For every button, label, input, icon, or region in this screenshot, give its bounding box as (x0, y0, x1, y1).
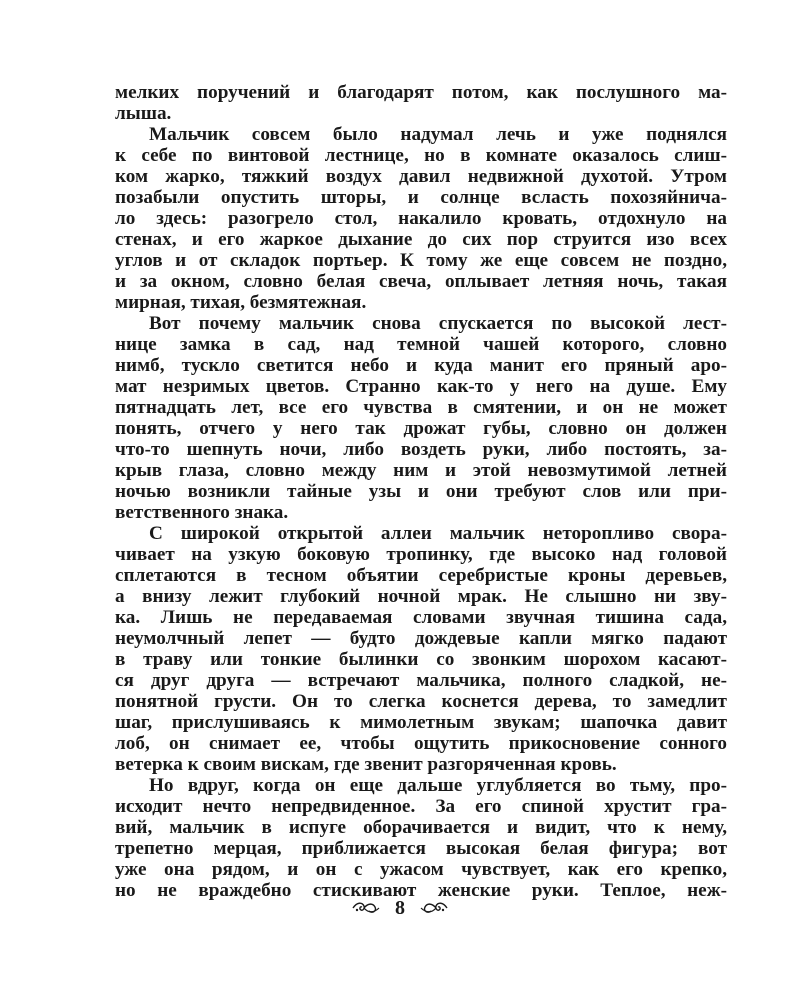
text-line: сплетаются в тесном объятии серебристые кроны деревьев, (115, 565, 727, 586)
text-line: понять, отчего у него так дрожат губы, словно он должен (115, 418, 727, 439)
text-line: ком жарко, тяжкий воздух давил недвижной духотой. Утром (115, 166, 727, 187)
text-line: мелких поручений и благодарят потом, как послушного ма- (115, 82, 727, 103)
text-line: шаг, прислушиваясь к мимолетным звукам; шапочка давит (115, 712, 727, 733)
text-line: вий, мальчик в испуге оборачивается и видит, что к нему, (115, 817, 727, 838)
text-line: неумолчный лепет — будто дождевые капли мягко падают (115, 628, 727, 649)
text-line: мат незримых цветов. Странно как-то у него на душе. Ему (115, 376, 727, 397)
text-line: и за окном, словно белая свеча, оплывает летняя ночь, такая (115, 271, 727, 292)
text-line: но не враждебно стискивают женские руки. Теплое, неж- (115, 880, 727, 901)
text-line: лоб, он снимает ее, чтобы ощутить прикосновение сонного (115, 733, 727, 754)
body-text (115, 82, 727, 901)
text-line: ка. Лишь не передаваемая словами звучная тишина сада, (115, 607, 727, 628)
page-footer (0, 893, 800, 923)
text-line: Мальчик совсем было надумал лечь и уже поднялся (149, 124, 727, 145)
text-line: мирная, тихая, безмятежная. (115, 292, 367, 313)
text-line: ветственного знака. (115, 502, 289, 523)
text-line: позабыли опустить шторы, и солнце всласть похозяйнича- (115, 187, 727, 208)
ornament-right-icon (419, 899, 449, 917)
text-line: С широкой открытой аллеи мальчик неторопливо свора- (149, 523, 727, 544)
text-line: чивает на узкую боковую тропинку, где высоко над головой (115, 544, 727, 565)
text-line: углов и от складок портьер. К тому же еще совсем не поздно, (115, 250, 727, 271)
text-line: Но вдруг, когда он еще дальше углубляется во тьму, про- (149, 775, 727, 796)
text-line: ветерка к своим вискам, где звенит разгоряченная кровь. (115, 754, 617, 775)
page-number: 8 (395, 897, 405, 919)
text-line: ло здесь: разогрело стол, накалило кровать, отдохнуло на (115, 208, 727, 229)
text-line: Вот почему мальчик снова спускается по высокой лест- (149, 313, 727, 334)
text-line: а внизу лежит глубокий ночной мрак. Не слышно ни зву- (115, 586, 727, 607)
text-line: ночью возникли тайные узы и они требуют слов или при- (115, 481, 727, 502)
text-line: что-то шепнуть ночи, либо воздеть руки, либо постоять, за- (115, 439, 727, 460)
text-line: стенах, и его жаркое дыхание до сих пор струится изо всех (115, 229, 727, 250)
text-line: нице замка в сад, над темной чашей которого, словно (115, 334, 727, 355)
text-line: нимб, тускло светится небо и куда манит его пряный аро- (115, 355, 727, 376)
text-line: крыв глаза, словно между ним и этой невозмутимой летней (115, 460, 727, 481)
text-line: лыша. (115, 103, 172, 124)
text-line: исходит нечто непредвиденное. За его спиной хрустит гра- (115, 796, 727, 817)
text-line: уже она рядом, и он с ужасом чувствует, как его крепко, (115, 859, 727, 880)
text-line: к себе по винтовой лестнице, но в комнате оказалось слиш- (115, 145, 727, 166)
text-line: в траву или тонкие былинки со звонким шорохом касают- (115, 649, 727, 670)
text-line: пятнадцать лет, все его чувства в смятении, и он не может (115, 397, 727, 418)
text-line: трепетно мерцая, приближается высокая белая фигура; вот (115, 838, 727, 859)
ornament-left-icon (351, 899, 381, 917)
text-line: ся друг друга — встречают мальчика, полного сладкой, не- (115, 670, 727, 691)
text-line: понятной грусти. Он то слегка коснется дерева, то замедлит (115, 691, 727, 712)
